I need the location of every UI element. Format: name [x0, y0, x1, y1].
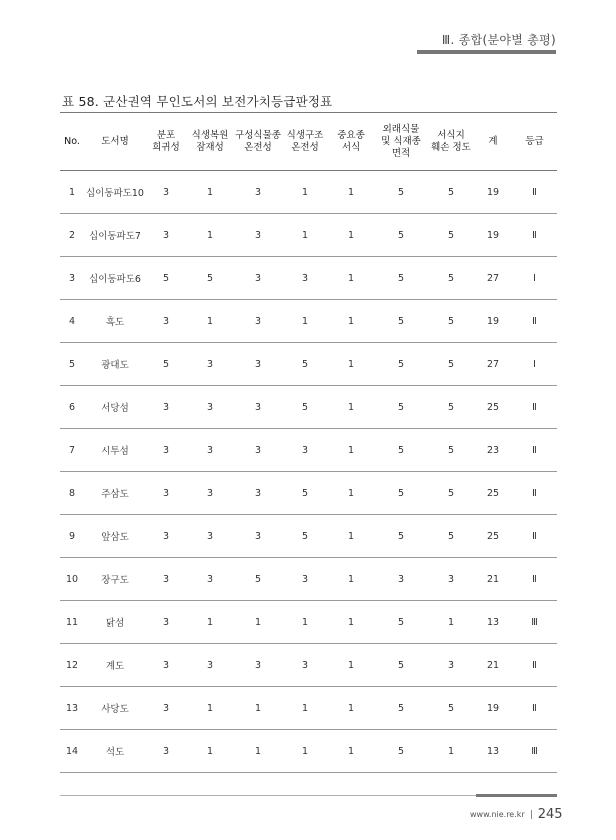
col-header-alien-plant-area: 외래식물 및 식재종 면적 — [374, 113, 428, 171]
cell-no: 8 — [60, 472, 84, 515]
cell-structure-integrity: 1 — [282, 300, 328, 343]
cell-restoration-potential: 3 — [186, 558, 234, 601]
cell-distribution-rarity: 3 — [146, 429, 186, 472]
table-row — [60, 343, 557, 386]
cell-total: 19 — [474, 687, 512, 730]
table-row — [60, 730, 557, 773]
col-header-island-name: 도서명 — [84, 113, 146, 171]
cell-island-name: 주삼도 — [84, 472, 146, 515]
cell-species-integrity: 3 — [234, 214, 282, 257]
cell-grade: Ⅱ — [512, 472, 557, 515]
cell-island-name: 흑도 — [84, 300, 146, 343]
cell-island-name: 계도 — [84, 644, 146, 687]
cell-no: 12 — [60, 644, 84, 687]
table-row — [60, 171, 557, 214]
cell-distribution-rarity: 3 — [146, 472, 186, 515]
cell-island-name: 서당섬 — [84, 386, 146, 429]
cell-restoration-potential: 3 — [186, 343, 234, 386]
cell-total: 25 — [474, 472, 512, 515]
cell-habitat-damage: 5 — [428, 343, 474, 386]
cell-grade: Ⅱ — [512, 214, 557, 257]
cell-species-integrity: 1 — [234, 687, 282, 730]
cell-species-integrity: 3 — [234, 343, 282, 386]
cell-structure-integrity: 5 — [282, 343, 328, 386]
cell-structure-integrity: 1 — [282, 214, 328, 257]
cell-restoration-potential: 3 — [186, 472, 234, 515]
cell-distribution-rarity: 3 — [146, 644, 186, 687]
cell-no: 10 — [60, 558, 84, 601]
col-header-important-species: 중요종 서식 — [328, 113, 374, 171]
cell-no: 4 — [60, 300, 84, 343]
cell-important-species: 1 — [328, 214, 374, 257]
cell-alien-plant-area: 5 — [374, 687, 428, 730]
cell-important-species: 1 — [328, 257, 374, 300]
cell-habitat-damage: 5 — [428, 171, 474, 214]
cell-island-name: 닭섬 — [84, 601, 146, 644]
cell-total: 19 — [474, 171, 512, 214]
cell-distribution-rarity: 3 — [146, 687, 186, 730]
cell-total: 25 — [474, 515, 512, 558]
cell-structure-integrity: 3 — [282, 644, 328, 687]
table-caption: 표 58. 군산권역 무인도서의 보전가치등급판정표 — [62, 94, 333, 109]
cell-alien-plant-area: 5 — [374, 386, 428, 429]
table-row — [60, 687, 557, 730]
running-header — [417, 32, 556, 54]
cell-species-integrity: 3 — [234, 257, 282, 300]
cell-important-species: 1 — [328, 171, 374, 214]
cell-habitat-damage: 3 — [428, 644, 474, 687]
cell-distribution-rarity: 5 — [146, 257, 186, 300]
cell-alien-plant-area: 5 — [374, 300, 428, 343]
cell-grade: Ⅱ — [512, 429, 557, 472]
table-row — [60, 429, 557, 472]
cell-grade: Ⅱ — [512, 515, 557, 558]
cell-island-name: 석도 — [84, 730, 146, 773]
cell-restoration-potential: 1 — [186, 730, 234, 773]
cell-species-integrity: 3 — [234, 386, 282, 429]
cell-alien-plant-area: 5 — [374, 214, 428, 257]
cell-restoration-potential: 3 — [186, 429, 234, 472]
cell-important-species: 1 — [328, 386, 374, 429]
grade-table — [60, 112, 557, 773]
cell-restoration-potential: 1 — [186, 300, 234, 343]
cell-alien-plant-area: 5 — [374, 171, 428, 214]
cell-habitat-damage: 5 — [428, 257, 474, 300]
cell-species-integrity: 1 — [234, 730, 282, 773]
cell-total: 27 — [474, 343, 512, 386]
cell-grade: Ⅱ — [512, 687, 557, 730]
cell-species-integrity: 3 — [234, 472, 282, 515]
cell-important-species: 1 — [328, 429, 374, 472]
cell-no: 5 — [60, 343, 84, 386]
cell-species-integrity: 5 — [234, 558, 282, 601]
cell-important-species: 1 — [328, 472, 374, 515]
cell-grade: Ⅲ — [512, 601, 557, 644]
col-header-structure-integrity: 식생구조 온전성 — [282, 113, 328, 171]
cell-habitat-damage: 3 — [428, 558, 474, 601]
cell-important-species: 1 — [328, 601, 374, 644]
table-row — [60, 515, 557, 558]
cell-total: 21 — [474, 644, 512, 687]
cell-no: 13 — [60, 687, 84, 730]
table-row — [60, 257, 557, 300]
cell-alien-plant-area: 5 — [374, 730, 428, 773]
cell-total: 21 — [474, 558, 512, 601]
cell-habitat-damage: 5 — [428, 687, 474, 730]
cell-structure-integrity: 1 — [282, 730, 328, 773]
cell-no: 11 — [60, 601, 84, 644]
cell-structure-integrity: 3 — [282, 558, 328, 601]
cell-alien-plant-area: 5 — [374, 257, 428, 300]
table-row — [60, 472, 557, 515]
cell-total: 19 — [474, 300, 512, 343]
table-row — [60, 300, 557, 343]
cell-important-species: 1 — [328, 730, 374, 773]
cell-structure-integrity: 1 — [282, 171, 328, 214]
cell-habitat-damage: 5 — [428, 515, 474, 558]
cell-alien-plant-area: 5 — [374, 429, 428, 472]
cell-restoration-potential: 1 — [186, 171, 234, 214]
cell-habitat-damage: 5 — [428, 429, 474, 472]
cell-structure-integrity: 5 — [282, 515, 328, 558]
cell-island-name: 앞삼도 — [84, 515, 146, 558]
cell-distribution-rarity: 3 — [146, 386, 186, 429]
col-header-species-integrity: 구성식물종 온전성 — [234, 113, 282, 171]
cell-grade: Ⅱ — [512, 386, 557, 429]
cell-distribution-rarity: 3 — [146, 558, 186, 601]
cell-restoration-potential: 3 — [186, 515, 234, 558]
cell-total: 13 — [474, 730, 512, 773]
cell-important-species: 1 — [328, 558, 374, 601]
cell-restoration-potential: 1 — [186, 601, 234, 644]
cell-island-name: 시투섬 — [84, 429, 146, 472]
page-number: 245 — [537, 807, 563, 822]
cell-restoration-potential: 3 — [186, 644, 234, 687]
cell-distribution-rarity: 3 — [146, 515, 186, 558]
table-row — [60, 601, 557, 644]
cell-alien-plant-area: 5 — [374, 472, 428, 515]
cell-important-species: 1 — [328, 687, 374, 730]
cell-total: 23 — [474, 429, 512, 472]
cell-restoration-potential: 3 — [186, 386, 234, 429]
cell-island-name: 십이동파도6 — [84, 257, 146, 300]
cell-important-species: 1 — [328, 644, 374, 687]
col-header-no: No. — [60, 113, 84, 171]
cell-species-integrity: 1 — [234, 601, 282, 644]
cell-structure-integrity: 3 — [282, 429, 328, 472]
cell-structure-integrity: 5 — [282, 472, 328, 515]
cell-structure-integrity: 1 — [282, 687, 328, 730]
cell-alien-plant-area: 5 — [374, 343, 428, 386]
cell-restoration-potential: 5 — [186, 257, 234, 300]
cell-no: 3 — [60, 257, 84, 300]
cell-no: 1 — [60, 171, 84, 214]
cell-structure-integrity: 3 — [282, 257, 328, 300]
cell-island-name: 십이동파도10 — [84, 171, 146, 214]
cell-habitat-damage: 5 — [428, 472, 474, 515]
cell-no: 6 — [60, 386, 84, 429]
cell-total: 25 — [474, 386, 512, 429]
cell-total: 13 — [474, 601, 512, 644]
cell-habitat-damage: 1 — [428, 601, 474, 644]
col-header-restoration-potential: 식생복원 잠재성 — [186, 113, 234, 171]
cell-grade: Ⅱ — [512, 171, 557, 214]
cell-species-integrity: 3 — [234, 644, 282, 687]
cell-distribution-rarity: 3 — [146, 601, 186, 644]
footer-separator — [531, 810, 532, 819]
footer-rule-accent — [476, 794, 557, 797]
cell-restoration-potential: 1 — [186, 214, 234, 257]
table-row — [60, 214, 557, 257]
cell-species-integrity: 3 — [234, 515, 282, 558]
cell-important-species: 1 — [328, 300, 374, 343]
col-header-distribution-rarity: 분포 희귀성 — [146, 113, 186, 171]
table-row — [60, 386, 557, 429]
cell-grade: Ⅰ — [512, 257, 557, 300]
cell-total: 27 — [474, 257, 512, 300]
cell-distribution-rarity: 3 — [146, 730, 186, 773]
cell-alien-plant-area: 5 — [374, 644, 428, 687]
cell-restoration-potential: 1 — [186, 687, 234, 730]
cell-island-name: 광대도 — [84, 343, 146, 386]
cell-alien-plant-area: 3 — [374, 558, 428, 601]
cell-species-integrity: 3 — [234, 300, 282, 343]
col-header-habitat-damage: 서식지 훼손 정도 — [428, 113, 474, 171]
cell-island-name: 십이동파도7 — [84, 214, 146, 257]
cell-grade: Ⅲ — [512, 730, 557, 773]
cell-distribution-rarity: 3 — [146, 214, 186, 257]
cell-important-species: 1 — [328, 515, 374, 558]
cell-no: 2 — [60, 214, 84, 257]
cell-habitat-damage: 1 — [428, 730, 474, 773]
cell-habitat-damage: 5 — [428, 386, 474, 429]
footer-website: www.nie.re.kr — [470, 810, 525, 819]
section-title: Ⅲ. 종합(분야별 총평) — [441, 33, 556, 47]
cell-no: 14 — [60, 730, 84, 773]
cell-island-name: 장구도 — [84, 558, 146, 601]
cell-distribution-rarity: 3 — [146, 300, 186, 343]
table-row — [60, 644, 557, 687]
cell-distribution-rarity: 3 — [146, 171, 186, 214]
cell-habitat-damage: 5 — [428, 214, 474, 257]
cell-structure-integrity: 1 — [282, 601, 328, 644]
cell-structure-integrity: 5 — [282, 386, 328, 429]
cell-grade: Ⅱ — [512, 644, 557, 687]
table-row — [60, 558, 557, 601]
table-header-row — [60, 113, 557, 171]
cell-habitat-damage: 5 — [428, 300, 474, 343]
col-header-grade: 등급 — [512, 113, 557, 171]
cell-species-integrity: 3 — [234, 171, 282, 214]
cell-important-species: 1 — [328, 343, 374, 386]
cell-grade: Ⅰ — [512, 343, 557, 386]
col-header-total: 계 — [474, 113, 512, 171]
cell-alien-plant-area: 5 — [374, 601, 428, 644]
cell-no: 9 — [60, 515, 84, 558]
cell-distribution-rarity: 5 — [146, 343, 186, 386]
cell-alien-plant-area: 5 — [374, 515, 428, 558]
cell-grade: Ⅱ — [512, 300, 557, 343]
cell-grade: Ⅱ — [512, 558, 557, 601]
cell-total: 19 — [474, 214, 512, 257]
page-footer — [470, 804, 563, 823]
cell-no: 7 — [60, 429, 84, 472]
cell-island-name: 사당도 — [84, 687, 146, 730]
cell-species-integrity: 3 — [234, 429, 282, 472]
